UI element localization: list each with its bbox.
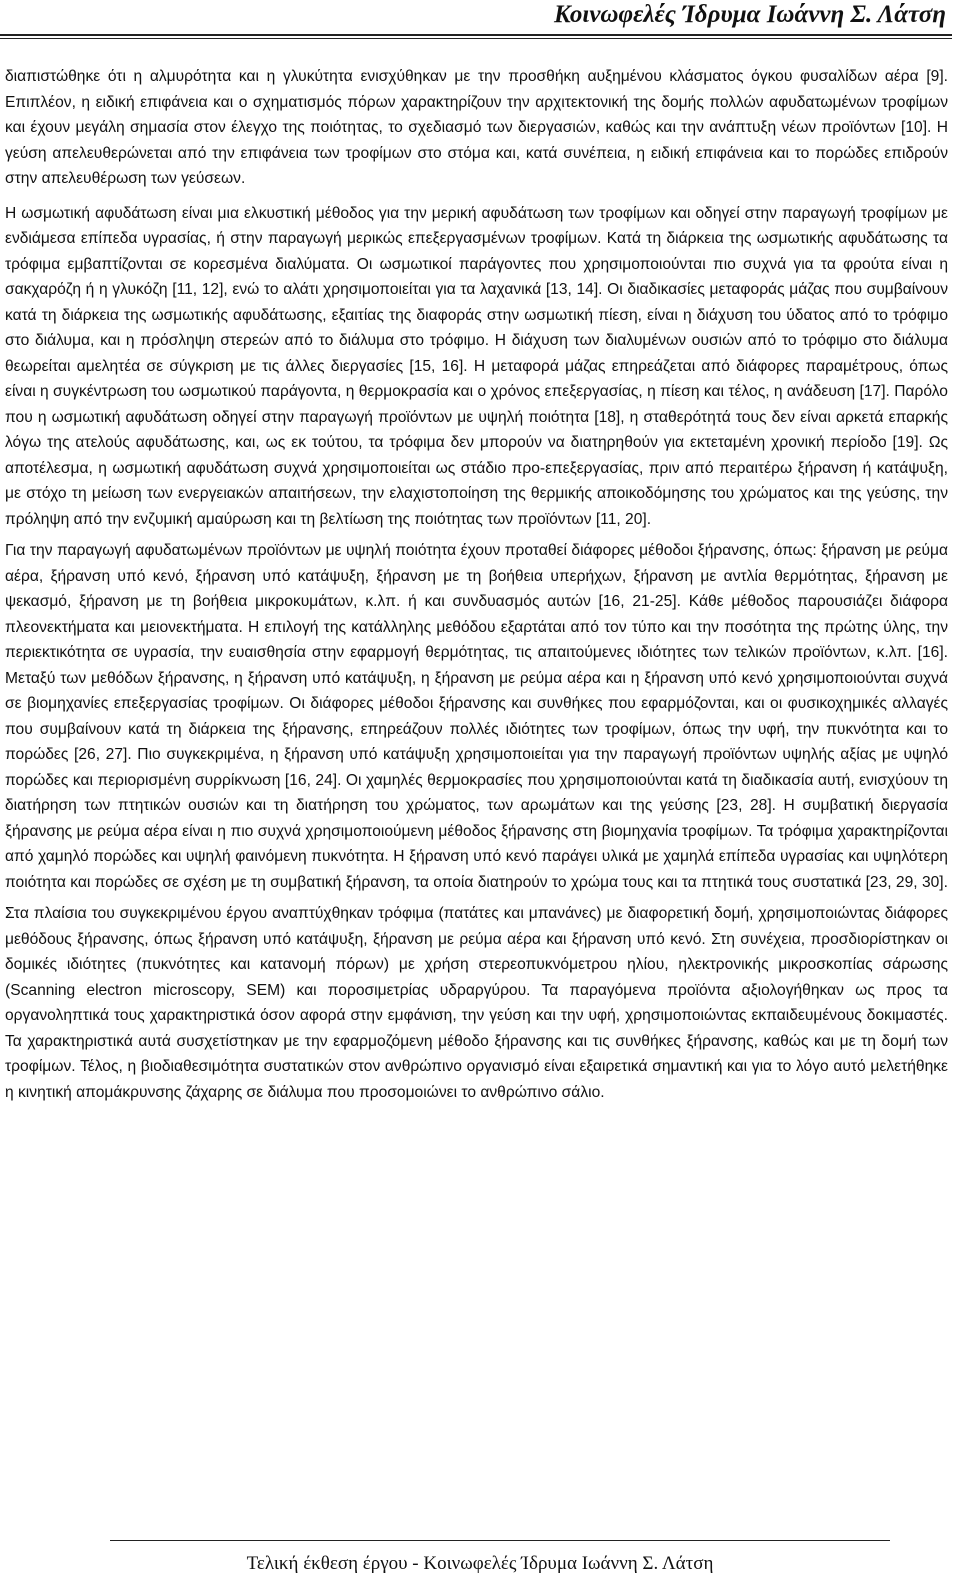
footer-divider [110,1540,890,1541]
document-body [5,64,948,1111]
paragraph-4: Στα πλαίσια του συγκεκριμένου έργου αναπτύχθηκαν τρόφιμα (πατάτες και μπανάνες) με διαφορετική δομή, χρησιμοποιώντας διάφορες μεθόδους ξήρανσης, όπως ξήρανση υπό κατάψυξη, ξήρανση με ρεύμα αέρα και ξήρανση υπό κενό. Στη συνέχεια, προσδιορίστηκαν οι δομικές ιδιότητες (πυκνότητες και κατανομή πόρων) με χρήση στερεοπυκνόμετρου ηλίου, ηλεκτρονικής μικροσκοπίας σάρωσης (Scanning electron microscopy, SEM) και ποροσιμετρίας υδραργύρου. Τα παραγόμενα προϊόντα αξιολογήθηκαν ως προς τα οργανοληπτικά τους χαρακτηριστικά όσον αφορά στην εμφάνιση, την γεύση και την υφή, χρησιμοποιώντας εκπαιδευμένους δοκιμαστές. Τα χαρακτηριστικά αυτά συσχετίστηκαν με την εφαρμοζόμενη μέθοδο ξήρανσης και τις συνθήκες ξήρανσης, καθώς και με τη δομή των τροφίμων. Τέλος, η βιοδιαθεσιμότητα συστατικών στον ανθρώπινο οργανισμό είναι εξαιρετικά σημαντική και για το λόγο αυτό μελετήθηκε η κινητική απομάκρυνσης ζάχαρης σε διάλυμα που προσομοιώνει το ανθρώπινο σάλιο. [5,905,948,1101]
page-header-title: Κοινωφελές Ίδρυμα Ιωάννη Σ. Λάτση [553,1,946,28]
page-footer-text: Τελική έκθεση έργου - Κοινωφελές Ίδρυμα Ιωάννη Σ. Λάτση [246,1553,714,1574]
paragraph-3: Για την παραγωγή αφυδατωμένων προϊόντων με υψηλή ποιότητα έχουν προταθεί διάφορες μέθοδοι ξήρανσης, όπως: ξήρανση με ρεύμα αέρα, ξήρανση υπό κενό, ξήρανση υπό κατάψυξη, ξήρανση με τη βοήθεια υπερήχων, ξήρανση με αντλία θερμότητας, ξήρανση με ψεκασμό, ξήρανση με τη βοήθεια μικροκυμάτων, κ.λπ. ή και συνδυασμός αυτών [16, 21-25]. Κάθε μέθοδος παρουσιάζει διάφορα πλεονεκτήματα και μειονεκτήματα. Η επιλογή της κατάλληλης μεθόδου εξαρτάται από τον τύπο και την ποσότητα της πρώτης ύλης, την περιεκτικότητα σε υγρασία, την ευαισθησία στην εφαρμογή θερμότητας, τις απαιτούμενες ιδιότητες των τελικών προϊόντων, κ.λπ. [16]. Μεταξύ των μεθόδων ξήρανσης, η ξήρανση υπό κατάψυξη, η ξήρανση με ρεύμα αέρα και η ξήρανση υπό κενό χρησιμοποιούνται συχνά σε βιομηχανίες επεξεργασίας τροφίμων. Οι διάφορες μέθοδοι ξήρανσης και συνθήκες που εφαρμόζονται, και οι φυσικοχημικές αλλαγές που συμβαίνουν κατά τη διάρκεια της ξήρανσης, επηρεάζουν πολλές ιδιότητες των τροφίμων, όπως την υφή, την πυκνότητα και το πορώδες [26, 27]. Πιο συγκεκριμένα, η ξήρανση υπό κατάψυξη χρησιμοποιείται για την παραγωγή προϊόντων υψηλής αξίας με υψηλό πορώδες και περιορισμένη συρρίκνωση [16, 24]. Οι χαμηλές θερμοκρασίες που χρησιμοποιούνται κατά τη διαδικασία αυτή, ενισχύουν τη διατήρηση των πτητικών ουσιών και τη διατήρηση του χρώματος, των αρωμάτων και της γεύσης [23, 28]. Η συμβατική διεργασία ξήρανσης με ρεύμα αέρα είναι η πιο συχνά χρησιμοποιούμενη μέθοδος ξήρανσης στη βιομηχανία τροφίμων. Τα τρόφιμα χαρακτηρίζονται από χαμηλό πορώδες και υψηλή φαινόμενη πυκνότητα. Η ξήρανση υπό κενό παράγει υλικά με χαμηλά επίπεδα υγρασίας και υψηλότερη ποιότητα και πορώδες σε σχέση με τη συμβατική ξήρανση, τα οποία διατηρούν το χρώμα τους και τα πτητικά τους συστατικά [23, 29, 30]. [5,542,948,891]
header-divider [0,34,952,39]
paragraph-2: Η ωσμωτική αφυδάτωση είναι μια ελκυστική μέθοδος για την μερική αφυδάτωση των τροφίμων και οδηγεί στην παραγωγή τροφίμων με ενδιάμεσα επίπεδα υγρασίας, ή στην παραγωγή μερικώς επεξεργασμένων τροφίμων. Κατά τη διάρκεια της ωσμωτικής αφυδάτωσης τα τρόφιμα εμβαπτίζονται σε κορεσμένα διαλύματα. Οι ωσμωτικοί παράγοντες που χρησιμοποιούνται πιο συχνά για τα φρούτα είναι η σακχαρόζη ή η γλυκόζη [11, 12], ενώ το αλάτι χρησιμοποιείται για τα λαχανικά [13, 14]. Οι διαδικασίες μεταφοράς μάζας που συμβαίνουν κατά τη διάρκεια της ωσμωτικής αφυδάτωσης, εξαιτίας της διαφοράς στην ωσμωτική πίεση, είναι η διάχυση του ύδατος από το τρόφιμο στο διάλυμα, και η πρόσληψη στερεών από το διάλυμα στο τρόφιμο. Η διάχυση των διαλυμένων ουσιών από το τρόφιμο στο διάλυμα θεωρείται αμελητέα σε σύγκριση με τις άλλες διεργασίες [15, 16]. Η μεταφορά μάζας επηρεάζεται από διάφορες παραμέτρους, όπως είναι η συγκέντρωση του ωσμωτικού παράγοντα, η θερμοκρασία και ο χρόνος επεξεργασίας, η πίεση και τέλος, η ανάδευση [17]. Παρόλο που η ωσμωτική αφυδάτωση οδηγεί στην παραγωγή προϊόντων με υψηλή ποιότητα [18], η σταθερότητά τους δεν είναι αρκετά επαρκής λόγω της ατελούς αφυδάτωσης, και, ως εκ τούτου, τα τρόφιμα δεν μπορούν να διατηρηθούν για εκτεταμένη χρονική περίοδο [19]. Ως αποτέλεσμα, η ωσμωτική αφυδάτωση συχνά χρησιμοποιείται ως στάδιο προ-επεξεργασίας, πριν από περαιτέρω ξήρανση ή κατάψυξη, με στόχο τη μείωση των ενεργειακών απαιτήσεων, την ελαχιστοποίηση της θερμικής αποικοδόμησης του χρώματος και της γεύσης, την πρόληψη από την ενζυμική αμαύρωση και τη βελτίωση της ποιότητας των προϊόντων [11, 20]. [5,204,948,528]
paragraph-1: διαπιστώθηκε ότι η αλμυρότητα και η γλυκύτητα ενισχύθηκαν με την προσθήκη αυξημένου κλάσματος όγκου φυσαλίδων αέρα [9]. Επιπλέον, η ειδική επιφάνεια και ο σχηματισμός πόρων χαρακτηρίζουν την αρχιτεκτονική της δομής πολλών αφυδατωμένων τροφίμων και έχουν μεγάλη σημασία στον έλεγχο της ποιότητας, το σχεδιασμό των διεργασιών, καθώς και την ανάπτυξη νέων προϊόντων [10]. Η γεύση απελευθερώνεται από την επιφάνεια των τροφίμων στο στόμα και, κατά συνέπεια, η ειδική επιφάνεια και το πορώδες επιδρούν στην απελευθέρωση των γεύσεων. [5,68,948,187]
